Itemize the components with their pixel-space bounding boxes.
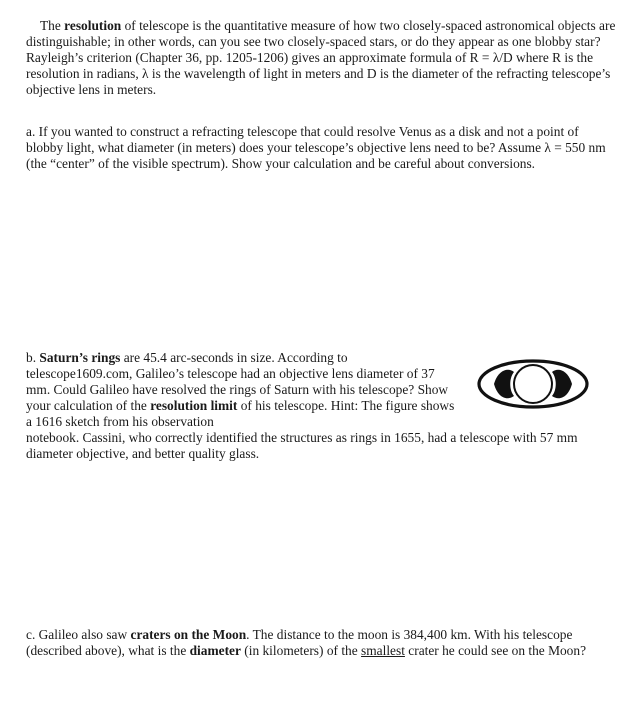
intro-lead: The [40, 18, 65, 33]
question-b-bold-limit: resolution limit [150, 398, 238, 413]
intro-bold-resolution: resolution [64, 18, 122, 33]
question-a [26, 124, 616, 172]
question-b-prefix: b. [26, 350, 40, 365]
question-c-prefix: c. Galileo also saw [26, 627, 131, 642]
question-c [26, 627, 616, 659]
question-c-bold-craters: craters on the Moon [130, 627, 247, 642]
question-c-text3: crater he could see on the Moon? [404, 643, 587, 658]
saturn-sketch-icon [476, 358, 590, 410]
question-a-text: a. If you wanted to construct a refracting telescope that could resolve Venus as a disk and not a point of blobby light, what diameter (in meters) does your telescope’s objective lens need to be? Assume λ = 550 nm (the “center” of the visible spectrum). Show your calculation and be careful about conversions. [26, 124, 606, 171]
question-b-full-text: notebook. Cassini, who correctly identified the structures as rings in 1655, had a telescope with 57 mm diameter objective, and better quality glass. [26, 430, 578, 461]
question-b-bold-rings: Saturn’s rings [39, 350, 121, 365]
question-c-text2: (in kilometers) of the [240, 643, 362, 658]
question-c-text1: . The distance to the moon is 384,400 km. With his telescope (described above), what is the [26, 627, 573, 658]
intro-paragraph [26, 18, 616, 98]
question-c-underline-smallest: smallest [361, 643, 405, 658]
intro-text: of telescope is the quantitative measure of how two closely-spaced astronomical objects are distinguishable; in other words, can you see two closely-spaced stars, or do they appear as one blobby star? Rayleigh’s criterion (Chapter 36, pp. 1205-1206) gives an approximate formula of R = λ/D where R is the resolution in radians, λ is the wavelength of light in meters and D is the diameter of the refracting telescope’s objective lens in meters. [26, 18, 616, 97]
question-b-text2: of his telescope. Hint: The figure shows a 1616 sketch from his observation [26, 398, 455, 429]
question-b-wrapped-text [26, 350, 456, 430]
question-c-bold-diameter: diameter [189, 643, 241, 658]
question-b-text1: are 45.4 arc-seconds in size. According to telescope1609.com, Galileo’s telescope had an objective lens diameter of 37 mm. Could Galileo have resolved the rings of Saturn with his telescope? Show your calculation of the [26, 350, 449, 413]
